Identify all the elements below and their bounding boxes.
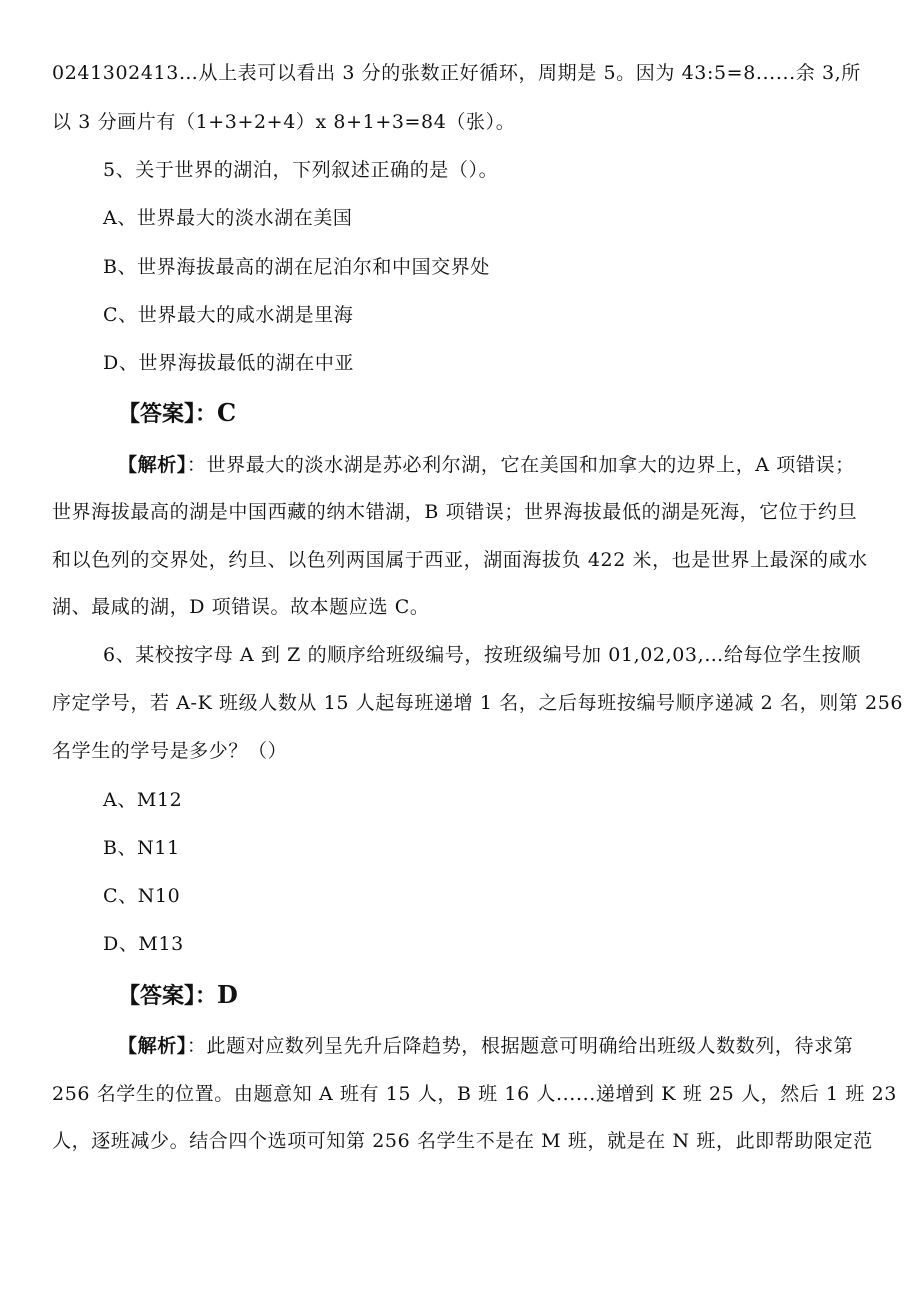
q5-explanation-line-4: 湖、最咸的湖，D 项错误。故本题应选 C。 xyxy=(52,596,430,618)
q6-option-d: D、M13 xyxy=(103,933,184,955)
q6-explanation-line-1 xyxy=(118,1031,898,1061)
q6-option-c: C、N10 xyxy=(103,885,181,907)
q6-option-a: A、M12 xyxy=(103,789,183,811)
q5-answer-letter: C xyxy=(217,398,237,427)
q5-answer xyxy=(118,396,236,432)
q6-explanation-line-3: 人，逐班减少。结合四个选项可知第 256 名学生不是在 M 班，就是在 N 班，此即帮助限定范 xyxy=(52,1130,873,1152)
q6-answer xyxy=(118,978,238,1014)
q5-explanation-text-1: ：世界最大的淡水湖是苏必利尔湖，它在美国和加拿大的边界上，A 项错误； xyxy=(186,454,855,476)
q6-stem-line-3: 名学生的学号是多少？（） xyxy=(52,740,288,762)
q5-explanation-line-3: 和以色列的交界处，约旦、以色列两国属于西亚，湖面海拔负 422 米，也是世界上最深的咸水 xyxy=(52,549,868,571)
q6-explanation-line-2: 256 名学生的位置。由题意知 A 班有 15 人，B 班 16 人......递增到 K 班 25 人，然后 1 班 23 xyxy=(52,1083,897,1105)
q6-option-b: B、N11 xyxy=(103,837,180,859)
q4-explanation-line-2: 以 3 分画片有（1+3+2+4）x 8+1+3=84（张）。 xyxy=(52,111,516,133)
q5-option-c: C、世界最大的咸水湖是里海 xyxy=(103,304,354,326)
q4-explanation-line-1: 0241302413…从上表可以看出 3 分的张数正好循环，周期是 5。因为 43:5=8......余 3,所 xyxy=(52,62,861,84)
q6-stem-line-2: 序定学号，若 A-K 班级人数从 15 人起每班递增 1 名，之后每班按编号顺序递减 2 名，则第 256 xyxy=(52,692,904,714)
q6-answer-letter: D xyxy=(217,980,238,1009)
q6-answer-label: 【答案】： xyxy=(118,984,218,1009)
q6-explanation-text-1: ：此题对应数列呈先升后降趋势，根据题意可明确给出班级人数数列，待求第 xyxy=(186,1035,854,1057)
q5-option-b: B、世界海拔最高的湖在尼泊尔和中国交界处 xyxy=(103,256,490,278)
q6-explanation-label: 【解析】 xyxy=(118,1035,187,1057)
q5-answer-label: 【答案】： xyxy=(118,402,218,427)
q5-stem: 5、关于世界的湖泊，下列叙述正确的是（）。 xyxy=(103,159,499,181)
q5-explanation-label: 【解析】 xyxy=(118,454,187,476)
q6-stem-line-1: 6、某校按字母 A 到 Z 的顺序给班级编号，按班级编号加 01,02,03,…给每位学生按顺 xyxy=(103,644,862,666)
q5-explanation-line-2: 世界海拔最高的湖是中国西藏的纳木错湖，B 项错误；世界海拔最低的湖是死海，它位于约旦 xyxy=(52,501,858,523)
q5-option-d: D、世界海拔最低的湖在中亚 xyxy=(103,352,355,374)
q5-explanation-line-1 xyxy=(118,450,898,480)
q5-option-a: A、世界最大的淡水湖在美国 xyxy=(103,207,353,229)
